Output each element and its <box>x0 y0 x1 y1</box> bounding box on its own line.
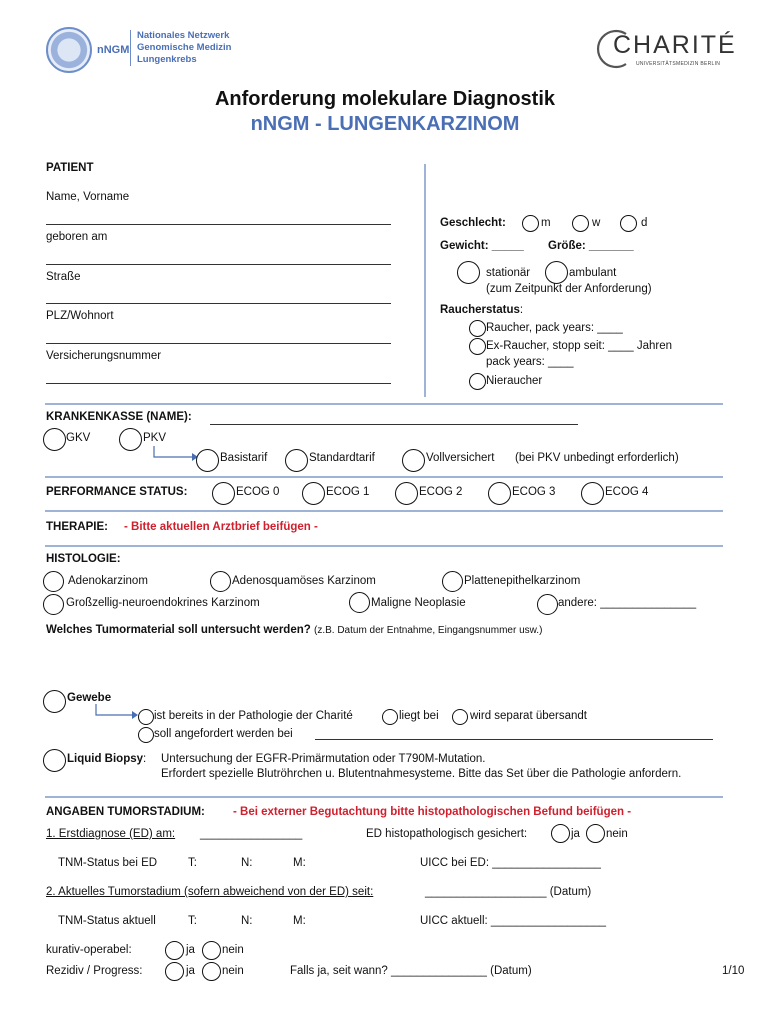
birth-field[interactable] <box>46 264 391 265</box>
logo-divider <box>130 30 131 66</box>
nngm-line3: Lungenkrebs <box>137 54 197 65</box>
section-rule <box>45 510 723 512</box>
relapse-yes-radio[interactable] <box>165 962 184 981</box>
other-radio[interactable] <box>537 594 558 615</box>
tissue-label: Gewebe <box>67 692 112 704</box>
street-label: Straße <box>46 271 81 283</box>
curative-no-label: nein <box>222 944 244 956</box>
city-field[interactable] <box>46 343 391 344</box>
relapse-label: Rezidiv / Progress: <box>46 965 143 977</box>
name-label: Name, Vorname <box>46 191 130 203</box>
histo-yes-label: ja <box>571 828 580 840</box>
charite-sub: UNIVERSITÄTSMEDIZIN BERLIN <box>636 61 721 67</box>
section-rule <box>45 476 723 478</box>
tnm-current-label: TNM-Status aktuell <box>58 915 156 927</box>
relapse-no-radio[interactable] <box>202 962 221 981</box>
time-note: (zum Zeitpunkt der Anforderung) <box>486 283 652 295</box>
tnm-current-t[interactable]: T: <box>188 915 197 927</box>
birth-label: geboren am <box>46 231 108 243</box>
smoker-radio[interactable] <box>469 320 486 337</box>
section-rule <box>45 796 723 798</box>
material-question: Welches Tumormaterial soll untersucht werden? <box>46 624 311 636</box>
insurer-field[interactable] <box>210 424 578 425</box>
section-rule <box>45 545 723 547</box>
therapy-label: THERAPIE: <box>46 521 108 533</box>
city-label: PLZ/Wohnort <box>46 310 114 322</box>
ecog-4-label: ECOG 4 <box>605 486 649 498</box>
tnm-ed-m[interactable]: M: <box>293 857 306 869</box>
with-us-radio[interactable] <box>382 709 398 725</box>
histo-no-label: nein <box>606 828 628 840</box>
histo-no-radio[interactable] <box>586 824 605 843</box>
first-diag-label: 1. Erstdiagnose (ED) am: <box>46 828 176 840</box>
section-rule <box>45 403 723 405</box>
pkv-label: PKV <box>143 432 167 444</box>
squamous-radio[interactable] <box>442 571 463 592</box>
gender-label: Geschlecht: <box>440 217 506 229</box>
gender-m-label: m <box>541 217 551 229</box>
adenosquam-label: Adenosquamöses Karzinom <box>232 575 376 587</box>
page-title: Anforderung molekulare Diagnostik <box>214 88 556 110</box>
smoker-colon: : <box>519 304 524 316</box>
curative-yes-radio[interactable] <box>165 941 184 960</box>
page-number: 1/10 <box>722 965 745 977</box>
tissue-radio[interactable] <box>43 690 66 713</box>
adeno-label: Adenokarzinom <box>68 575 148 587</box>
insurance-no-label: Versicherungsnummer <box>46 350 162 362</box>
neuro-radio[interactable] <box>43 594 64 615</box>
curative-no-radio[interactable] <box>202 941 221 960</box>
outpatient-label: ambulant <box>569 267 617 279</box>
standard-radio[interactable] <box>285 449 308 472</box>
curative-label: kurativ-operabel: <box>46 944 132 956</box>
first-diag-field[interactable]: ________________ <box>200 828 303 840</box>
pkv-radio[interactable] <box>119 428 142 451</box>
liquid-label: Liquid Biopsy <box>67 753 144 765</box>
name-field[interactable] <box>46 224 391 225</box>
weight-field[interactable]: Gewicht: _____ <box>440 240 524 252</box>
sent-separately-label: wird separat übersandt <box>470 710 587 722</box>
tissue-arrow-icon <box>92 704 142 720</box>
basis-label: Basistarif <box>220 452 268 464</box>
staging-note: - Bei externer Begutachtung bitte histopathologischen Befund beifügen - <box>233 806 632 818</box>
nngm-abbr: nNGM <box>97 44 130 56</box>
insurer-label: KRANKENKASSE (NAME): <box>46 411 192 423</box>
gkv-label: GKV <box>66 432 91 444</box>
relapse-since-field[interactable]: Falls ja, seit wann? _______________ (Datum) <box>290 965 532 977</box>
staging-label: ANGABEN TUMORSTADIUM: <box>46 806 205 818</box>
ex-smoker-label: Ex-Raucher, stopp seit: ____ Jahren <box>486 340 673 352</box>
street-field[interactable] <box>46 303 391 304</box>
full-radio[interactable] <box>402 449 425 472</box>
neuro-label: Großzellig-neuroendokrines Karzinom <box>66 597 260 609</box>
inpatient-label: stationär <box>486 267 531 279</box>
charite-name: CHARITÉ <box>613 31 737 59</box>
requested-label: soll angefordert werden bei <box>154 728 293 740</box>
gender-d-label: d <box>641 217 648 229</box>
adenosquam-radio[interactable] <box>210 571 231 592</box>
adeno-radio[interactable] <box>43 571 64 592</box>
tnm-current-m[interactable]: M: <box>293 915 306 927</box>
relapse-yes-label: ja <box>186 965 195 977</box>
smoker-heading: Raucherstatus <box>440 304 520 316</box>
ecog-2-radio[interactable] <box>395 482 418 505</box>
nngm-logo-icon <box>46 27 92 73</box>
ecog-3-label: ECOG 3 <box>512 486 556 498</box>
sent-separately-radio[interactable] <box>452 709 468 725</box>
pkv-arrow-icon <box>150 446 200 462</box>
liquid-text1: Untersuchung der EGFR-Primärmutation oder T790M-Mutation. <box>161 753 486 765</box>
histo-yes-radio[interactable] <box>551 824 570 843</box>
ex-smoker-radio[interactable] <box>469 338 486 355</box>
inpatient-radio[interactable] <box>457 261 480 284</box>
in-patho-radio[interactable] <box>138 709 154 725</box>
gender-d-radio[interactable] <box>620 215 637 232</box>
requested-field[interactable] <box>315 739 713 740</box>
height-field[interactable]: Größe: _______ <box>548 240 634 252</box>
current-stage-label: 2. Aktuelles Tumorstadium (sofern abweichend von der ED) seit: <box>46 886 374 898</box>
tnm-ed-label: TNM-Status bei ED <box>58 857 158 869</box>
liquid-text2: Erfordert spezielle Blutröhrchen u. Blutentnahmesysteme. Bitte das Set über die Pathologie anfordern. <box>161 768 682 780</box>
basis-radio[interactable] <box>196 449 219 472</box>
material-hint: (z.B. Datum der Entnahme, Eingangsnummer usw.) <box>313 625 543 636</box>
tnm-current-n[interactable]: N: <box>241 915 253 927</box>
pkv-note: (bei PKV unbedingt erforderlich) <box>515 452 679 464</box>
page-subtitle: nNGM - LUNGENKARZINOM <box>250 113 520 135</box>
patient-heading: PATIENT <box>46 162 94 174</box>
nngm-line2: Genomische Medizin <box>137 42 232 53</box>
gender-m-radio[interactable] <box>522 215 539 232</box>
therapy-note: - Bitte aktuellen Arztbrief beifügen - <box>124 521 318 533</box>
liquid-colon: : <box>143 753 147 765</box>
performance-label: PERFORMANCE STATUS: <box>46 486 188 498</box>
smoker-label: Raucher, pack years: ____ <box>486 322 623 334</box>
histo-confirmed-label: ED histopathologisch gesichert: <box>366 828 528 840</box>
current-stage-field[interactable]: ___________________ (Datum) <box>425 886 592 898</box>
ecog-4-radio[interactable] <box>581 482 604 505</box>
histology-label: HISTOLOGIE: <box>46 553 121 565</box>
nngm-line1: Nationales Netzwerk <box>137 30 230 41</box>
uicc-current-field[interactable]: UICC aktuell: __________________ <box>420 915 607 927</box>
non-smoker-radio[interactable] <box>469 373 486 390</box>
uicc-ed-field[interactable]: UICC bei ED: _________________ <box>420 857 601 869</box>
in-patho-label: ist bereits in der Pathologie der Charité <box>154 710 353 722</box>
ecog-3-radio[interactable] <box>488 482 511 505</box>
curative-yes-label: ja <box>186 944 195 956</box>
ecog-1-label: ECOG 1 <box>326 486 370 498</box>
outpatient-radio[interactable] <box>545 261 568 284</box>
squamous-label: Plattenepithelkarzinom <box>464 575 581 587</box>
other-label[interactable]: andere: _______________ <box>558 597 697 609</box>
column-divider <box>424 164 426 397</box>
ecog-1-radio[interactable] <box>302 482 325 505</box>
ex-smoker-pack: pack years: ____ <box>486 356 574 368</box>
malign-label: Maligne Neoplasie <box>371 597 466 609</box>
ecog-2-label: ECOG 2 <box>419 486 463 498</box>
gkv-radio[interactable] <box>43 428 66 451</box>
gender-w-radio[interactable] <box>572 215 589 232</box>
insurance-no-field[interactable] <box>46 383 391 384</box>
gender-w-label: w <box>592 217 601 229</box>
with-us-label: liegt bei <box>399 710 439 722</box>
full-label: Vollversichert <box>426 452 495 464</box>
standard-label: Standardtarif <box>309 452 375 464</box>
non-smoker-label: Nieraucher <box>486 375 543 387</box>
tnm-ed-t[interactable]: T: <box>188 857 197 869</box>
malign-radio[interactable] <box>349 592 370 613</box>
ecog-0-label: ECOG 0 <box>236 486 280 498</box>
requested-radio[interactable] <box>138 727 154 743</box>
tnm-ed-n[interactable]: N: <box>241 857 253 869</box>
liquid-radio[interactable] <box>43 749 66 772</box>
ecog-0-radio[interactable] <box>212 482 235 505</box>
relapse-no-label: nein <box>222 965 244 977</box>
